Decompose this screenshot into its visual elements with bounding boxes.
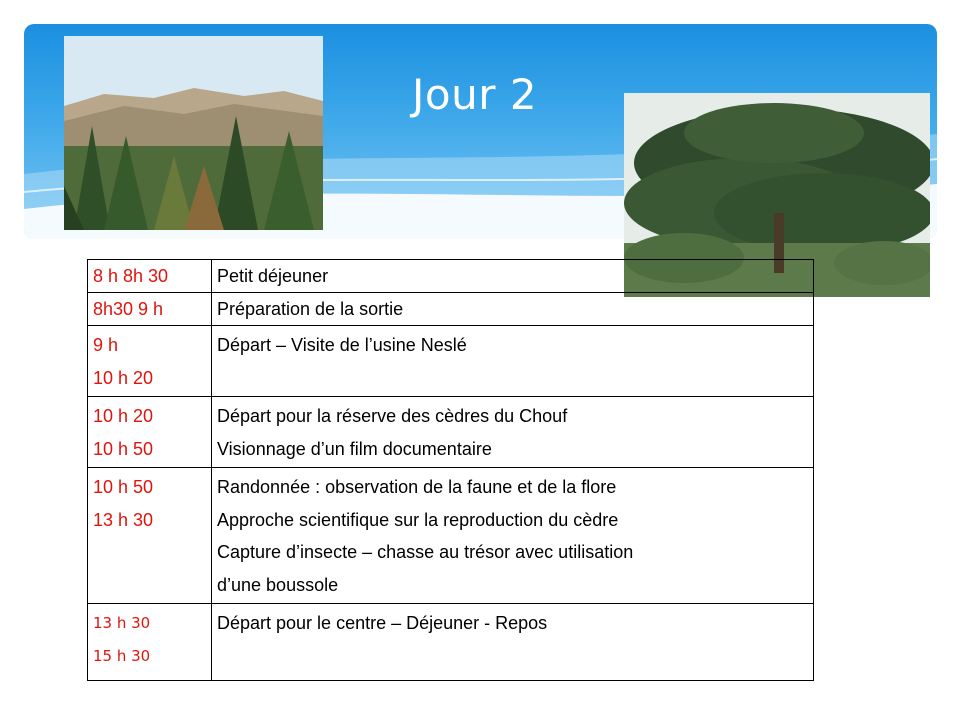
activity-cell	[212, 293, 814, 326]
activity-cell	[212, 468, 814, 604]
activity-text: Préparation de la sortie	[217, 299, 404, 319]
time-cell	[88, 397, 212, 468]
activity-text: Départ – Visite de l’usine Neslé	[217, 335, 467, 355]
activity-text: Randonnée : observation de la faune et de la flore	[217, 477, 617, 497]
time-end: 10 h 20	[93, 367, 154, 388]
activity-cell	[212, 260, 814, 293]
time-start: 10 h 50	[93, 477, 154, 497]
activity-cell	[212, 326, 814, 397]
activity-text: Approche scientifique sur la reproduction du cèdre	[217, 509, 619, 530]
time-start: 13 h 30	[93, 614, 151, 632]
time-cell	[88, 260, 212, 293]
table-row	[88, 260, 814, 293]
time-text: 8h30 9 h	[93, 299, 164, 319]
time-start: 10 h 20	[93, 406, 154, 426]
time-cell	[88, 468, 212, 604]
time-end: 15 h 30	[93, 646, 151, 665]
time-cell	[88, 326, 212, 397]
time-cell	[88, 293, 212, 326]
time-text: 8 h 8h 30	[93, 266, 169, 286]
schedule-table	[87, 259, 814, 681]
activity-text: Départ pour la réserve des cèdres du Chouf	[217, 406, 568, 426]
time-cell	[88, 604, 212, 681]
table-row	[88, 397, 814, 468]
activity-cell	[212, 604, 814, 681]
table-row	[88, 293, 814, 326]
mountain-cedar-forest-photo	[64, 36, 323, 230]
slide-title: Jour 2	[412, 70, 538, 119]
table-row	[88, 468, 814, 604]
activity-text: Capture d’insecte – chasse au trésor avec utilisation	[217, 542, 634, 562]
activity-text: Petit déjeuner	[217, 266, 329, 286]
time-end: 10 h 50	[93, 438, 154, 459]
table-row	[88, 326, 814, 397]
activity-text: Départ pour le centre – Déjeuner - Repos	[217, 613, 548, 633]
activity-text: d’une boussole	[217, 574, 339, 595]
time-start: 9 h	[93, 335, 119, 355]
activity-cell	[212, 397, 814, 468]
table-row	[88, 604, 814, 681]
time-end: 13 h 30	[93, 509, 154, 530]
activity-text: Visionnage d’un film documentaire	[217, 438, 492, 459]
